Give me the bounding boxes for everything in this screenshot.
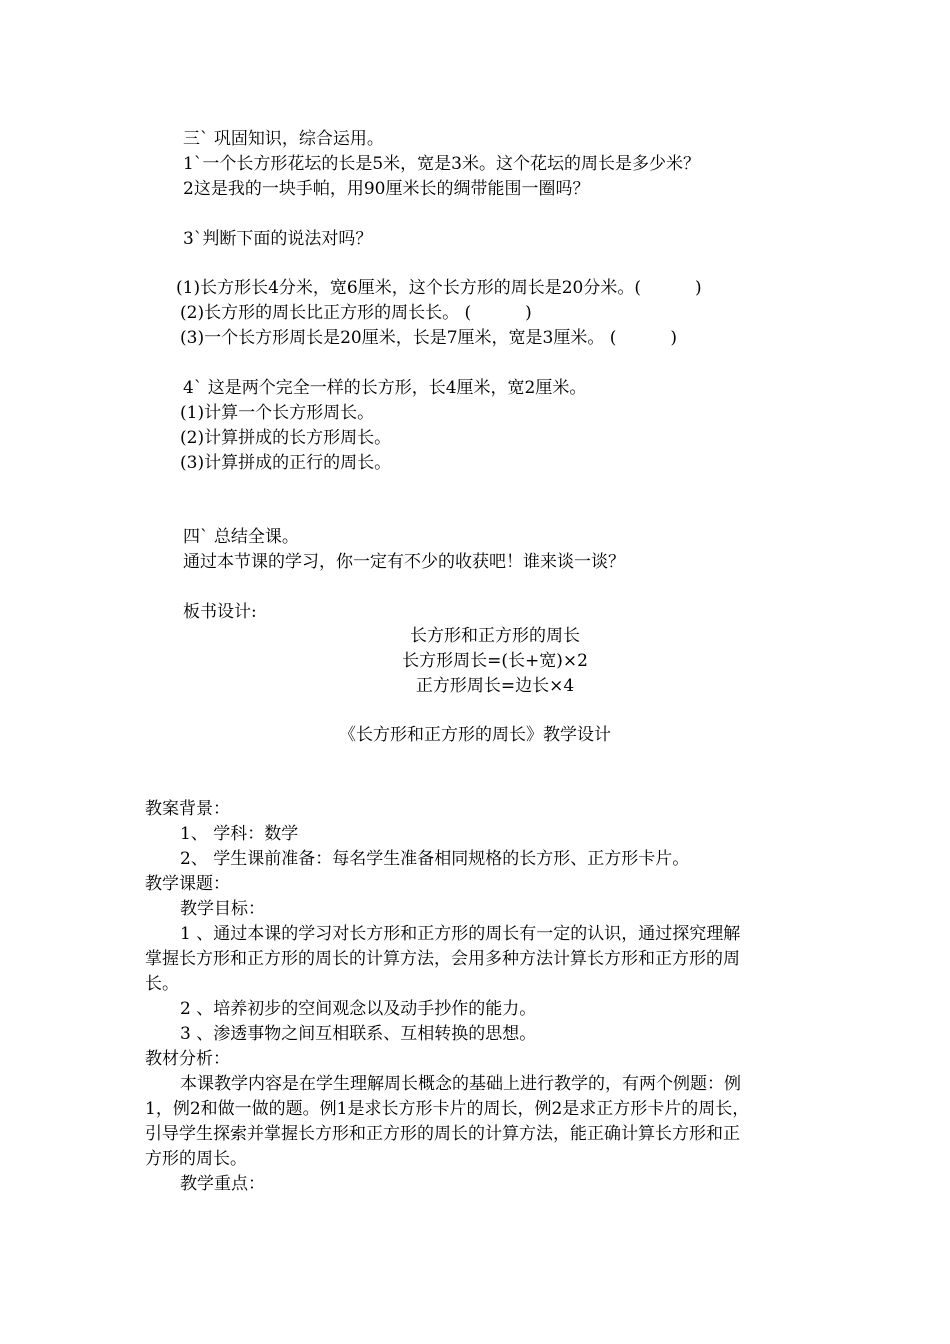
goal-1-line-2: 掌握长方形和正方形的周长的计算方法，会用多种方法计算长方形和正方形的周 — [145, 949, 740, 969]
question-4-sub-2: (2)计算拼成的长方形周长。 — [180, 428, 392, 448]
topic-label: 教学课题： — [145, 874, 230, 894]
analysis-line-4: 方形的周长。 — [145, 1149, 247, 1169]
question-3: 3`判断下面的说法对吗？ — [183, 229, 373, 249]
question-4: 4` 这是两个完全一样的长方形，长4厘米，宽2厘米。 — [183, 378, 587, 398]
goal-3: 3 、渗透事物之间互相联系、互相转换的思想。 — [180, 1024, 537, 1044]
goal-1-line-3: 长。 — [145, 974, 179, 994]
judge-item-1: (1)长方形长4分米，宽6厘米，这个长方形的周长是20分米。( ) — [176, 278, 702, 298]
goal-1-line-1: 1 、通过本课的学习对长方形和正方形的周长有一定的认识，通过探究理解 — [180, 924, 741, 944]
question-2: 2这是我的一块手帕，用90厘米长的绸带能围一圈吗？ — [183, 179, 590, 199]
analysis-label: 教材分析： — [145, 1049, 230, 1069]
design-title: 《长方形和正方形的周长》教学设计 — [339, 725, 611, 745]
goals-label: 教学目标： — [180, 899, 265, 919]
background-subject: 1、 学科：数学 — [180, 824, 299, 844]
section4-text: 通过本节课的学习，你一定有不少的收获吧！谁来谈一谈？ — [183, 552, 625, 572]
section3-heading: 三` 巩固知识，综合运用。 — [183, 129, 384, 149]
board-line-square-formula: 正方形周长=边长×4 — [415, 676, 575, 696]
analysis-line-3: 引导学生探索并掌握长方形和正方形的周长的计算方法，能正确计算长方形和正 — [145, 1124, 740, 1144]
background-label: 教案背景： — [145, 799, 230, 819]
judge-item-2: (2)长方形的周长比正方形的周长长。 ( ) — [180, 303, 532, 323]
section4-heading: 四` 总结全课。 — [183, 527, 299, 547]
question-1: 1`一个长方形花坛的长是5米，宽是3米。这个花坛的周长是多少米？ — [183, 154, 700, 174]
judge-item-3: (3)一个长方形周长是20厘米，长是7厘米，宽是3厘米。 ( ) — [180, 328, 678, 348]
board-line-title: 长方形和正方形的周长 — [410, 626, 580, 646]
board-line-rect-formula: 长方形周长=(长+宽)×2 — [402, 651, 588, 671]
question-4-sub-3: (3)计算拼成的正行的周长。 — [180, 453, 392, 473]
background-prep: 2、 学生课前准备：每名学生准备相同规格的长方形、正方形卡片。 — [180, 849, 690, 869]
analysis-line-1: 本课教学内容是在学生理解周长概念的基础上进行教学的，有两个例题：例 — [180, 1074, 741, 1094]
board-design-label: 板书设计: — [183, 602, 257, 622]
key-points-label: 教学重点： — [180, 1174, 265, 1194]
analysis-line-2: 1，例2和做一做的题。例1是求长方形卡片的周长，例2是求正方形卡片的周长， — [145, 1099, 750, 1119]
goal-2: 2 、培养初步的空间观念以及动手抄作的能力。 — [180, 999, 537, 1019]
question-4-sub-1: (1)计算一个长方形周长。 — [180, 403, 375, 423]
